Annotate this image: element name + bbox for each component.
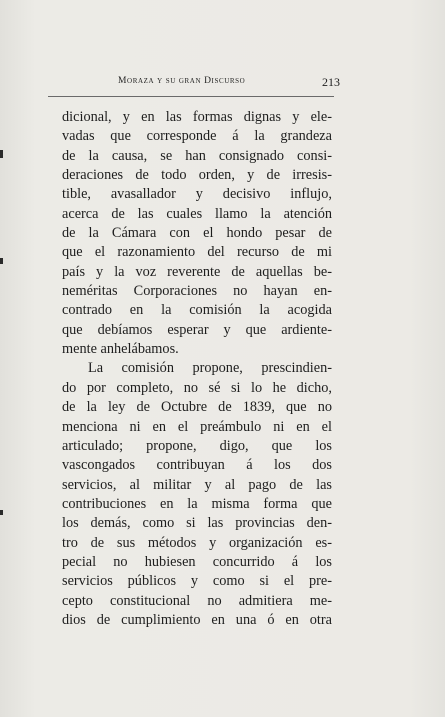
page-number: 213	[322, 75, 340, 89]
text-line: dios de cumplimiento en una ó en otra	[62, 611, 332, 628]
running-head: Moraza y su gran Discurso	[118, 76, 246, 86]
text-line: servicios públicos y como si el pre-	[62, 573, 332, 590]
text-line: pecial no hubiesen concurrido á los	[62, 553, 332, 570]
text-line: mente anhelábamos.	[62, 341, 179, 358]
text-line: acerca de las cuales llamo la atención	[62, 205, 332, 222]
text-line: dicional, y en las formas dignas y ele-	[62, 109, 332, 125]
text-line: contribuciones en la misma forma que	[62, 495, 332, 512]
text-line: los demás, como si las provincias den-	[62, 515, 332, 532]
text-line: vadas que corresponde á la grandeza	[62, 128, 332, 145]
text-line: de la causa, se han consignado consi-	[62, 147, 332, 164]
text-line: do por completo, no sé si lo he dicho,	[62, 379, 332, 396]
text-line: contrado en la comisión la acogida	[62, 302, 332, 319]
left-edge-mark	[0, 510, 3, 515]
text-line: neméritas Corporaciones no hayan en-	[62, 283, 332, 300]
body-text	[62, 108, 332, 630]
text-line: menciona ni en el preámbulo ni en el	[62, 418, 332, 435]
text-line: servicios, al militar y al pago de las	[62, 476, 332, 493]
page-header	[118, 76, 340, 92]
text-line: cepto constitucional no admitiera me-	[62, 592, 332, 609]
left-edge-mark	[0, 150, 3, 158]
text-line: La comisión propone, prescindien-	[88, 360, 332, 377]
text-line: tible, avasallador y decisivo influjo,	[62, 186, 332, 203]
text-line: de la ley de Octubre de 1839, que no	[62, 399, 332, 416]
text-line: deraciones de todo orden, y de irresis-	[62, 167, 332, 184]
text-line: que debíamos esperar y que ardiente-	[62, 321, 332, 338]
text-line: que el razonamiento del recurso de mi	[62, 244, 332, 261]
text-line: país y la voz reverente de aquellas be-	[62, 263, 332, 280]
header-rule	[48, 96, 334, 97]
text-line: de la Cámara con el hondo pesar de	[62, 225, 332, 242]
text-line: tro de sus métodos y organización es-	[62, 534, 332, 551]
left-edge-mark	[0, 258, 3, 264]
text-line: vascongados contribuyan á los dos	[62, 457, 332, 474]
text-line: articulado; propone, digo, que los	[62, 437, 332, 454]
